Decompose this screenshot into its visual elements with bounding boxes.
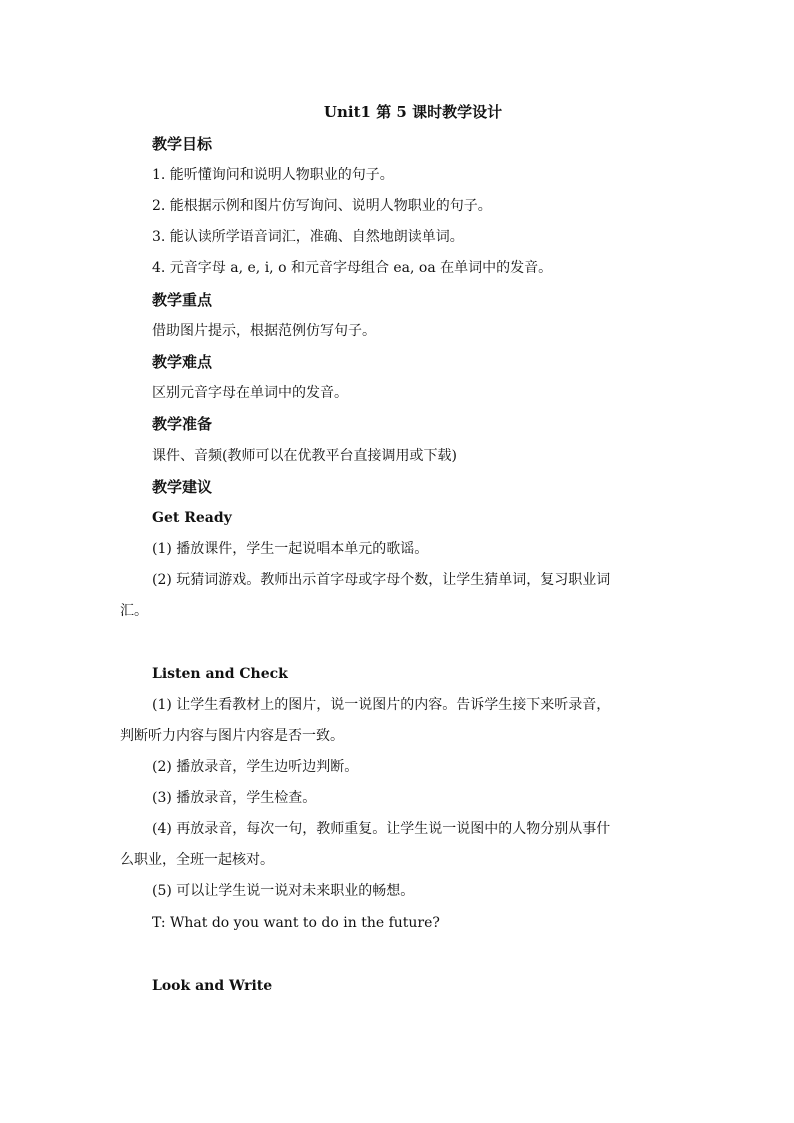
- get-ready-heading: Get Ready: [152, 510, 232, 526]
- listen-check-step-1-line-1: (1) 让学生看教材上的图片，说一说图片的内容。告诉学生接下来听录音，: [152, 697, 611, 713]
- look-write-heading: Look and Write: [152, 978, 273, 994]
- difficulties-text: 区别元音字母在单词中的发音。: [152, 385, 348, 401]
- listen-check-example: T: What do you want to do in the future?: [152, 915, 440, 931]
- preparation-text: 课件、音频(教师可以在优教平台直接调用或下载): [152, 448, 457, 464]
- listen-check-heading: Listen and Check: [152, 666, 288, 682]
- key-points-heading: 教学重点: [152, 291, 213, 309]
- listen-check-step-4-line-2: 么职业，全班一起核对。: [120, 852, 274, 868]
- difficulties-heading: 教学难点: [152, 353, 213, 371]
- key-points-text: 借助图片提示，根据范例仿写句子。: [152, 323, 376, 339]
- objective-item-4: 4. 元音字母 a, e, i, o 和元音字母组合 ea, oa 在单词中的发音。: [152, 260, 553, 276]
- objective-item-3: 3. 能认读所学语音词汇，准确、自然地朗读单词。: [152, 229, 464, 245]
- objectives-heading: 教学目标: [152, 135, 213, 153]
- document-title: Unit1 第 5 课时教学设计: [323, 103, 503, 121]
- listen-check-step-1-line-2: 判断听力内容与图片内容是否一致。: [120, 728, 344, 744]
- objective-item-1: 1. 能听懂询问和说明人物职业的句子。: [152, 167, 394, 183]
- preparation-heading: 教学准备: [152, 415, 213, 433]
- listen-check-step-3: (3) 播放录音，学生检查。: [152, 790, 317, 806]
- get-ready-step-1: (1) 播放课件，学生一起说唱本单元的歌谣。: [152, 541, 429, 557]
- get-ready-step-2-line-2: 汇。: [120, 603, 148, 619]
- listen-check-step-2: (2) 播放录音，学生边听边判断。: [152, 759, 359, 775]
- listen-check-step-5: (5) 可以让学生说一说对未来职业的畅想。: [152, 883, 415, 899]
- objective-item-2: 2. 能根据示例和图片仿写询问、说明人物职业的句子。: [152, 198, 492, 214]
- listen-check-step-4-line-1: (4) 再放录音，每次一句，教师重复。让学生说一说图中的人物分别从事什: [152, 821, 611, 837]
- get-ready-step-2-line-1: (2) 玩猜词游戏。教师出示首字母或字母个数，让学生猜单词，复习职业词: [152, 572, 611, 588]
- suggestions-heading: 教学建议: [152, 478, 213, 496]
